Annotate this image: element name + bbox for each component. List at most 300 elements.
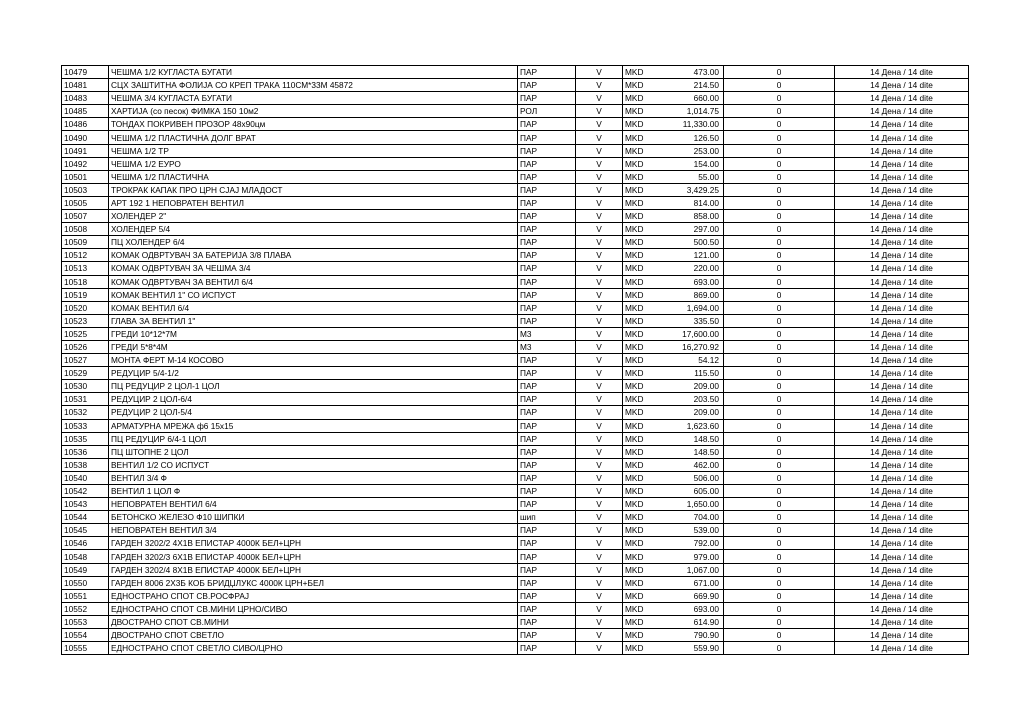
item-name: ТРОКРАК КАПАК ПРО ЦРН СЈАЈ МЛАДОСТ bbox=[109, 183, 518, 196]
item-quantity: 0 bbox=[724, 196, 835, 209]
item-flag: V bbox=[576, 144, 623, 157]
item-code: 10527 bbox=[62, 354, 109, 367]
item-price: 605.00 bbox=[647, 485, 724, 498]
item-price: 1,067.00 bbox=[647, 563, 724, 576]
table-row bbox=[62, 576, 969, 589]
item-quantity: 0 bbox=[724, 537, 835, 550]
item-delivery-term: 14 Дена / 14 dite bbox=[835, 275, 969, 288]
item-code: 10549 bbox=[62, 563, 109, 576]
item-price: 704.00 bbox=[647, 511, 724, 524]
item-flag: V bbox=[576, 183, 623, 196]
item-name: ДВОСТРАНО СПОТ СВ.МИНИ bbox=[109, 615, 518, 628]
item-delivery-term: 14 Дена / 14 dite bbox=[835, 458, 969, 471]
item-unit: ПАР bbox=[518, 223, 576, 236]
item-quantity: 0 bbox=[724, 602, 835, 615]
item-name: ГАРДЕН 3202/2 4Х1В ЕПИСТАР 4000К БЕЛ+ЦРН bbox=[109, 537, 518, 550]
item-delivery-term: 14 Дена / 14 dite bbox=[835, 615, 969, 628]
item-flag: V bbox=[576, 131, 623, 144]
item-price: 55.00 bbox=[647, 170, 724, 183]
table-row bbox=[62, 327, 969, 340]
item-price: 506.00 bbox=[647, 471, 724, 484]
item-flag: V bbox=[576, 262, 623, 275]
item-currency: MKD bbox=[623, 563, 648, 576]
item-flag: V bbox=[576, 458, 623, 471]
item-code: 10490 bbox=[62, 131, 109, 144]
item-code: 10529 bbox=[62, 367, 109, 380]
item-code: 10492 bbox=[62, 157, 109, 170]
item-price: 539.00 bbox=[647, 524, 724, 537]
item-name: ПЦ ХОЛЕНДЕР 6/4 bbox=[109, 236, 518, 249]
item-delivery-term: 14 Дена / 14 dite bbox=[835, 432, 969, 445]
item-flag: V bbox=[576, 170, 623, 183]
item-price: 126.50 bbox=[647, 131, 724, 144]
table-row bbox=[62, 66, 969, 79]
item-currency: MKD bbox=[623, 236, 648, 249]
item-code: 10551 bbox=[62, 589, 109, 602]
item-name: ТОНДАХ ПОКРИВЕН ПРОЗОР 48х90цм bbox=[109, 118, 518, 131]
item-quantity: 0 bbox=[724, 498, 835, 511]
item-unit: ПАР bbox=[518, 380, 576, 393]
item-flag: V bbox=[576, 327, 623, 340]
item-quantity: 0 bbox=[724, 170, 835, 183]
item-currency: MKD bbox=[623, 458, 648, 471]
item-unit: ПАР bbox=[518, 314, 576, 327]
table-row bbox=[62, 157, 969, 170]
item-currency: MKD bbox=[623, 196, 648, 209]
item-flag: V bbox=[576, 629, 623, 642]
table-row bbox=[62, 118, 969, 131]
item-name: ЕДНОСТРАНО СПОТ СВ.РОСФРАЈ bbox=[109, 589, 518, 602]
item-currency: MKD bbox=[623, 550, 648, 563]
item-delivery-term: 14 Дена / 14 dite bbox=[835, 79, 969, 92]
item-delivery-term: 14 Дена / 14 dite bbox=[835, 66, 969, 79]
item-code: 10554 bbox=[62, 629, 109, 642]
table-row bbox=[62, 589, 969, 602]
item-code: 10507 bbox=[62, 210, 109, 223]
item-quantity: 0 bbox=[724, 210, 835, 223]
item-code: 10538 bbox=[62, 458, 109, 471]
item-currency: MKD bbox=[623, 79, 648, 92]
item-price: 335.50 bbox=[647, 314, 724, 327]
item-quantity: 0 bbox=[724, 471, 835, 484]
item-flag: V bbox=[576, 354, 623, 367]
item-delivery-term: 14 Дена / 14 dite bbox=[835, 314, 969, 327]
item-currency: MKD bbox=[623, 66, 648, 79]
item-unit: РОЛ bbox=[518, 105, 576, 118]
item-delivery-term: 14 Дена / 14 dite bbox=[835, 524, 969, 537]
item-quantity: 0 bbox=[724, 223, 835, 236]
item-price: 671.00 bbox=[647, 576, 724, 589]
item-code: 10555 bbox=[62, 642, 109, 655]
item-price: 693.00 bbox=[647, 602, 724, 615]
item-flag: V bbox=[576, 419, 623, 432]
item-delivery-term: 14 Дена / 14 dite bbox=[835, 498, 969, 511]
item-delivery-term: 14 Дена / 14 dite bbox=[835, 210, 969, 223]
item-code: 10485 bbox=[62, 105, 109, 118]
item-price: 858.00 bbox=[647, 210, 724, 223]
item-unit: ПАР bbox=[518, 157, 576, 170]
item-currency: MKD bbox=[623, 144, 648, 157]
item-code: 10509 bbox=[62, 236, 109, 249]
item-currency: MKD bbox=[623, 406, 648, 419]
table-row bbox=[62, 275, 969, 288]
item-price: 297.00 bbox=[647, 223, 724, 236]
item-currency: MKD bbox=[623, 432, 648, 445]
item-flag: V bbox=[576, 105, 623, 118]
item-unit: ПАР bbox=[518, 236, 576, 249]
item-unit: ПАР bbox=[518, 524, 576, 537]
item-code: 10542 bbox=[62, 485, 109, 498]
item-delivery-term: 14 Дена / 14 dite bbox=[835, 563, 969, 576]
item-code: 10512 bbox=[62, 249, 109, 262]
item-flag: V bbox=[576, 498, 623, 511]
item-quantity: 0 bbox=[724, 380, 835, 393]
item-currency: MKD bbox=[623, 249, 648, 262]
item-currency: MKD bbox=[623, 223, 648, 236]
item-unit: ПАР bbox=[518, 367, 576, 380]
item-currency: MKD bbox=[623, 105, 648, 118]
item-delivery-term: 14 Дена / 14 dite bbox=[835, 589, 969, 602]
item-flag: V bbox=[576, 550, 623, 563]
item-delivery-term: 14 Дена / 14 dite bbox=[835, 196, 969, 209]
item-delivery-term: 14 Дена / 14 dite bbox=[835, 157, 969, 170]
item-delivery-term: 14 Дена / 14 dite bbox=[835, 144, 969, 157]
item-flag: V bbox=[576, 380, 623, 393]
item-name: КОМАК ВЕНТИЛ 1" СО ИСПУСТ bbox=[109, 288, 518, 301]
table-row bbox=[62, 458, 969, 471]
item-name: ПЦ РЕДУЦИР 2 ЦОЛ-1 ЦОЛ bbox=[109, 380, 518, 393]
item-price: 253.00 bbox=[647, 144, 724, 157]
item-code: 10523 bbox=[62, 314, 109, 327]
item-delivery-term: 14 Дена / 14 dite bbox=[835, 380, 969, 393]
item-unit: ПАР bbox=[518, 458, 576, 471]
item-currency: MKD bbox=[623, 471, 648, 484]
item-quantity: 0 bbox=[724, 105, 835, 118]
table-row bbox=[62, 406, 969, 419]
item-currency: MKD bbox=[623, 589, 648, 602]
table-row bbox=[62, 537, 969, 550]
item-flag: V bbox=[576, 249, 623, 262]
item-quantity: 0 bbox=[724, 393, 835, 406]
item-unit: М3 bbox=[518, 340, 576, 353]
table-row bbox=[62, 393, 969, 406]
item-price: 54.12 bbox=[647, 354, 724, 367]
table-row bbox=[62, 602, 969, 615]
item-name: КОМАК ОДВРТУВАЧ ЗА БАТЕРИЈА 3/8 ПЛАВА bbox=[109, 249, 518, 262]
item-quantity: 0 bbox=[724, 118, 835, 131]
item-flag: V bbox=[576, 615, 623, 628]
item-code: 10520 bbox=[62, 301, 109, 314]
item-delivery-term: 14 Дена / 14 dite bbox=[835, 92, 969, 105]
item-name: ЧЕШМА 1/2 ЕУРО bbox=[109, 157, 518, 170]
item-delivery-term: 14 Дена / 14 dite bbox=[835, 367, 969, 380]
item-price: 790.90 bbox=[647, 629, 724, 642]
item-unit: ПАР bbox=[518, 79, 576, 92]
table-row bbox=[62, 380, 969, 393]
table-row bbox=[62, 367, 969, 380]
item-flag: V bbox=[576, 210, 623, 223]
item-code: 10553 bbox=[62, 615, 109, 628]
item-unit: ПАР bbox=[518, 196, 576, 209]
table-row bbox=[62, 498, 969, 511]
item-quantity: 0 bbox=[724, 340, 835, 353]
item-quantity: 0 bbox=[724, 563, 835, 576]
item-code: 10526 bbox=[62, 340, 109, 353]
item-quantity: 0 bbox=[724, 236, 835, 249]
item-price: 214.50 bbox=[647, 79, 724, 92]
item-code: 10479 bbox=[62, 66, 109, 79]
item-flag: V bbox=[576, 301, 623, 314]
item-quantity: 0 bbox=[724, 511, 835, 524]
item-code: 10533 bbox=[62, 419, 109, 432]
item-code: 10501 bbox=[62, 170, 109, 183]
table-row bbox=[62, 170, 969, 183]
item-code: 10486 bbox=[62, 118, 109, 131]
item-price: 11,330.00 bbox=[647, 118, 724, 131]
item-currency: MKD bbox=[623, 537, 648, 550]
item-currency: MKD bbox=[623, 210, 648, 223]
item-delivery-term: 14 Дена / 14 dite bbox=[835, 471, 969, 484]
item-name: ДВОСТРАНО СПОТ СВЕТЛО bbox=[109, 629, 518, 642]
item-price: 203.50 bbox=[647, 393, 724, 406]
item-currency: MKD bbox=[623, 157, 648, 170]
table-row bbox=[62, 485, 969, 498]
item-code: 10531 bbox=[62, 393, 109, 406]
item-name: СЦХ ЗАШТИТНА ФОЛИЈА СО КРЕП ТРАКА 110СМ*33М 45872 bbox=[109, 79, 518, 92]
item-unit: ПАР bbox=[518, 537, 576, 550]
item-delivery-term: 14 Дена / 14 dite bbox=[835, 183, 969, 196]
item-code: 10548 bbox=[62, 550, 109, 563]
item-flag: V bbox=[576, 118, 623, 131]
item-name: ВЕНТИЛ 1/2 СО ИСПУСТ bbox=[109, 458, 518, 471]
item-delivery-term: 14 Дена / 14 dite bbox=[835, 262, 969, 275]
item-quantity: 0 bbox=[724, 485, 835, 498]
table-row bbox=[62, 511, 969, 524]
item-currency: MKD bbox=[623, 485, 648, 498]
item-unit: ПАР bbox=[518, 642, 576, 655]
table-row bbox=[62, 314, 969, 327]
item-flag: V bbox=[576, 314, 623, 327]
item-price: 17,600.00 bbox=[647, 327, 724, 340]
item-unit: ПАР bbox=[518, 144, 576, 157]
item-unit: ПАР bbox=[518, 485, 576, 498]
item-code: 10481 bbox=[62, 79, 109, 92]
item-currency: MKD bbox=[623, 288, 648, 301]
table-row bbox=[62, 144, 969, 157]
item-flag: V bbox=[576, 288, 623, 301]
item-currency: MKD bbox=[623, 131, 648, 144]
item-unit: М3 bbox=[518, 327, 576, 340]
item-currency: MKD bbox=[623, 118, 648, 131]
item-currency: MKD bbox=[623, 615, 648, 628]
table-row bbox=[62, 563, 969, 576]
item-unit: ПАР bbox=[518, 563, 576, 576]
item-quantity: 0 bbox=[724, 445, 835, 458]
item-code: 10550 bbox=[62, 576, 109, 589]
item-price: 869.00 bbox=[647, 288, 724, 301]
item-price: 121.00 bbox=[647, 249, 724, 262]
item-unit: ПАР bbox=[518, 131, 576, 144]
item-flag: V bbox=[576, 537, 623, 550]
item-name: ГРЕДИ 5*8*4М bbox=[109, 340, 518, 353]
item-name: ЧЕШМА 1/2 ТР bbox=[109, 144, 518, 157]
item-quantity: 0 bbox=[724, 354, 835, 367]
item-unit: ПАР bbox=[518, 615, 576, 628]
item-quantity: 0 bbox=[724, 66, 835, 79]
item-name: ЧЕШМА 3/4 КУГЛАСТА БУГАТИ bbox=[109, 92, 518, 105]
item-unit: ПАР bbox=[518, 301, 576, 314]
table-row bbox=[62, 354, 969, 367]
item-code: 10546 bbox=[62, 537, 109, 550]
price-list-body bbox=[62, 66, 969, 655]
item-unit: ПАР bbox=[518, 406, 576, 419]
item-currency: MKD bbox=[623, 327, 648, 340]
item-price: 220.00 bbox=[647, 262, 724, 275]
table-row bbox=[62, 79, 969, 92]
item-delivery-term: 14 Дена / 14 dite bbox=[835, 301, 969, 314]
table-row bbox=[62, 236, 969, 249]
item-name: ГАРДЕН 3202/4 8Х1В ЕПИСТАР 4000К БЕЛ+ЦРН bbox=[109, 563, 518, 576]
item-currency: MKD bbox=[623, 629, 648, 642]
item-currency: MKD bbox=[623, 183, 648, 196]
item-quantity: 0 bbox=[724, 314, 835, 327]
item-unit: шип bbox=[518, 511, 576, 524]
item-name: ЕДНОСТРАНО СПОТ СВ.МИНИ ЦРНО/СИВО bbox=[109, 602, 518, 615]
item-quantity: 0 bbox=[724, 157, 835, 170]
item-flag: V bbox=[576, 196, 623, 209]
item-name: ЧЕШМА 1/2 КУГЛАСТА БУГАТИ bbox=[109, 66, 518, 79]
item-name: ВЕНТИЛ 3/4 Ф bbox=[109, 471, 518, 484]
item-code: 10513 bbox=[62, 262, 109, 275]
item-code: 10535 bbox=[62, 432, 109, 445]
item-code: 10532 bbox=[62, 406, 109, 419]
item-flag: V bbox=[576, 642, 623, 655]
item-currency: MKD bbox=[623, 602, 648, 615]
item-code: 10536 bbox=[62, 445, 109, 458]
item-quantity: 0 bbox=[724, 406, 835, 419]
item-quantity: 0 bbox=[724, 524, 835, 537]
item-quantity: 0 bbox=[724, 301, 835, 314]
item-unit: ПАР bbox=[518, 471, 576, 484]
item-flag: V bbox=[576, 367, 623, 380]
item-name: АРМАТУРНА МРЕЖА ф6 15х15 bbox=[109, 419, 518, 432]
table-row bbox=[62, 445, 969, 458]
price-list-table bbox=[61, 65, 969, 655]
table-row bbox=[62, 249, 969, 262]
table-row bbox=[62, 105, 969, 118]
item-unit: ПАР bbox=[518, 576, 576, 589]
item-flag: V bbox=[576, 471, 623, 484]
item-delivery-term: 14 Дена / 14 dite bbox=[835, 340, 969, 353]
item-price: 473.00 bbox=[647, 66, 724, 79]
item-currency: MKD bbox=[623, 262, 648, 275]
item-price: 1,623.60 bbox=[647, 419, 724, 432]
item-code: 10544 bbox=[62, 511, 109, 524]
item-code: 10545 bbox=[62, 524, 109, 537]
item-currency: MKD bbox=[623, 275, 648, 288]
item-delivery-term: 14 Дена / 14 dite bbox=[835, 511, 969, 524]
table-row bbox=[62, 471, 969, 484]
item-currency: MKD bbox=[623, 419, 648, 432]
item-unit: ПАР bbox=[518, 170, 576, 183]
price-list-sheet bbox=[61, 65, 963, 655]
item-name: ХОЛЕНДЕР 2" bbox=[109, 210, 518, 223]
item-price: 559.90 bbox=[647, 642, 724, 655]
item-quantity: 0 bbox=[724, 629, 835, 642]
item-code: 10540 bbox=[62, 471, 109, 484]
item-unit: ПАР bbox=[518, 498, 576, 511]
item-delivery-term: 14 Дена / 14 dite bbox=[835, 118, 969, 131]
item-quantity: 0 bbox=[724, 92, 835, 105]
item-code: 10543 bbox=[62, 498, 109, 511]
item-name: КОМАК ВЕНТИЛ 6/4 bbox=[109, 301, 518, 314]
item-name: АРТ 192 1 НЕПОВРАТЕН ВЕНТИЛ bbox=[109, 196, 518, 209]
item-unit: ПАР bbox=[518, 183, 576, 196]
item-unit: ПАР bbox=[518, 288, 576, 301]
item-price: 1,694.00 bbox=[647, 301, 724, 314]
item-name: ХОЛЕНДЕР 5/4 bbox=[109, 223, 518, 236]
item-quantity: 0 bbox=[724, 419, 835, 432]
item-quantity: 0 bbox=[724, 262, 835, 275]
item-price: 115.50 bbox=[647, 367, 724, 380]
item-currency: MKD bbox=[623, 524, 648, 537]
item-currency: MKD bbox=[623, 511, 648, 524]
item-price: 209.00 bbox=[647, 380, 724, 393]
item-delivery-term: 14 Дена / 14 dite bbox=[835, 236, 969, 249]
item-flag: V bbox=[576, 66, 623, 79]
table-row bbox=[62, 642, 969, 655]
item-unit: ПАР bbox=[518, 629, 576, 642]
item-unit: ПАР bbox=[518, 118, 576, 131]
item-name: БЕТОНСКО ЖЕЛЕЗО Ф10 ШИПКИ bbox=[109, 511, 518, 524]
item-quantity: 0 bbox=[724, 131, 835, 144]
item-flag: V bbox=[576, 432, 623, 445]
item-quantity: 0 bbox=[724, 615, 835, 628]
item-currency: MKD bbox=[623, 576, 648, 589]
item-currency: MKD bbox=[623, 393, 648, 406]
item-name: ЕДНОСТРАНО СПОТ СВЕТЛО СИВО/ЦРНО bbox=[109, 642, 518, 655]
item-quantity: 0 bbox=[724, 576, 835, 589]
item-price: 154.00 bbox=[647, 157, 724, 170]
item-code: 10518 bbox=[62, 275, 109, 288]
table-row bbox=[62, 183, 969, 196]
item-code: 10505 bbox=[62, 196, 109, 209]
item-quantity: 0 bbox=[724, 550, 835, 563]
item-currency: MKD bbox=[623, 445, 648, 458]
item-name: ХАРТИЈА (со песок) ФИМКА 150 10м2 bbox=[109, 105, 518, 118]
item-unit: ПАР bbox=[518, 249, 576, 262]
item-code: 10525 bbox=[62, 327, 109, 340]
item-name: ГАРДЕН 8006 2Х3Б КОБ БРИДЏЛУКС 4000К ЦРН+БЕЛ bbox=[109, 576, 518, 589]
item-currency: MKD bbox=[623, 354, 648, 367]
item-currency: MKD bbox=[623, 301, 648, 314]
item-price: 660.00 bbox=[647, 92, 724, 105]
item-price: 462.00 bbox=[647, 458, 724, 471]
item-delivery-term: 14 Дена / 14 dite bbox=[835, 550, 969, 563]
table-row bbox=[62, 196, 969, 209]
table-row bbox=[62, 288, 969, 301]
item-delivery-term: 14 Дена / 14 dite bbox=[835, 393, 969, 406]
item-delivery-term: 14 Дена / 14 dite bbox=[835, 249, 969, 262]
item-price: 500.50 bbox=[647, 236, 724, 249]
item-quantity: 0 bbox=[724, 249, 835, 262]
table-row bbox=[62, 131, 969, 144]
item-flag: V bbox=[576, 223, 623, 236]
item-quantity: 0 bbox=[724, 458, 835, 471]
item-flag: V bbox=[576, 445, 623, 458]
item-flag: V bbox=[576, 485, 623, 498]
item-currency: MKD bbox=[623, 340, 648, 353]
